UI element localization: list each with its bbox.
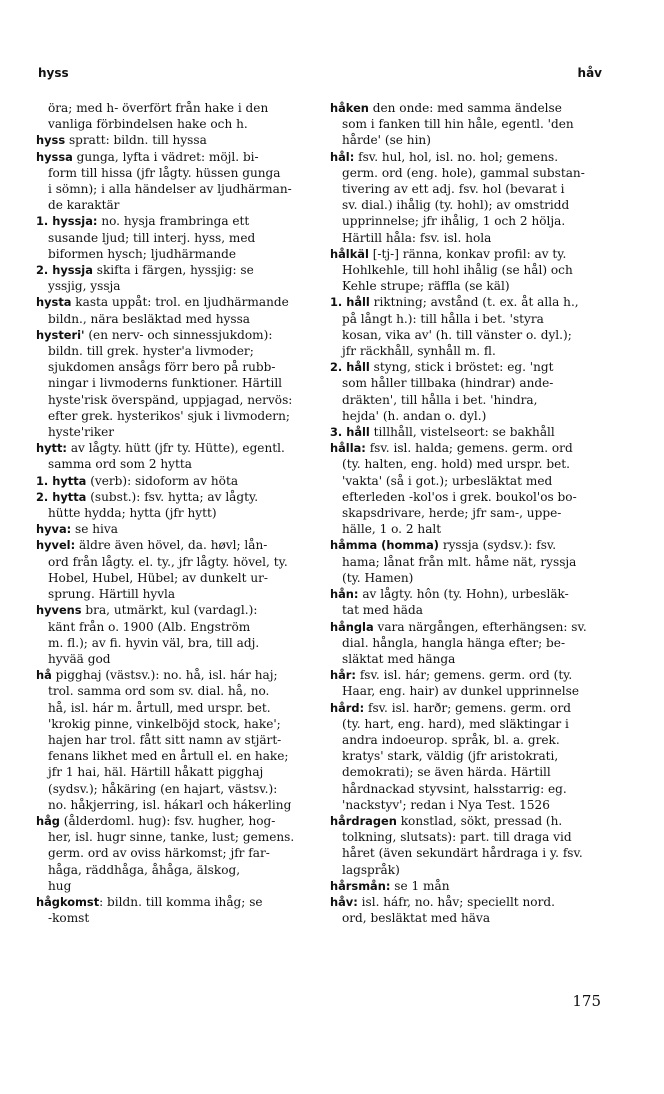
dictionary-entry (36, 132, 321, 148)
entry-definition: riktning; avstånd (t. ex. åt alla h., på långt h.): till hålla i bet. 'styra kosan, vika av' (h. till vänster o. dyl.); jfr räckhåll, synhåll m. fl. (342, 295, 579, 359)
entry-headword: håg (36, 813, 60, 828)
dictionary-entry (330, 294, 615, 359)
entry-headword: hård: (330, 700, 365, 715)
dictionary-entry (330, 813, 615, 878)
entry-definition: vara närgången, efterhängsen: sv. dial. hångla, hangla hänga efter; be- släktat med hänga (342, 619, 587, 666)
dictionary-entry (36, 602, 321, 667)
running-head-left: hyss (38, 66, 69, 80)
entry-definition: öra; med h- överfört från hake i den vanliga förbindelsen hake och h. (48, 101, 269, 132)
dictionary-entry (330, 100, 615, 149)
entry-headword: hyss (36, 133, 66, 148)
dictionary-entry (36, 327, 321, 440)
dictionary-entry (36, 894, 321, 926)
entry-definition: [-tj-] ränna, konkav profil: av ty. Hohlkehle, till hohl ihålig (se hål) och Kehle strupe; räffla (se käl) (342, 246, 573, 294)
dictionary-entry (330, 440, 615, 537)
running-head-right: håv (577, 66, 602, 80)
page-number: 175 (572, 992, 601, 1010)
entry-definition: konstlad, sökt, pressad (h. tolkning, slutsats): part. till draga vid håret (även sekundärt hårdraga i y. fsv. lagspråk) (342, 813, 583, 877)
entry-definition: skifta i färgen, hyssjig: se yssjig, yssja (48, 263, 254, 294)
entry-definition: bra, utmärkt, kul (vardagl.): känt från o. 1900 (Alb. Engström m. fl.); av fi. hyvin väl, bra, till adj. hyvää god (48, 603, 260, 666)
entry-headword: 3. håll (330, 425, 370, 440)
dictionary-entry (36, 473, 321, 489)
entry-definition: fsv. isl. harðr; gemens. germ. ord (ty. hart, eng. hard), med släktingar i andra indoeurop. språk, bl. a. grek. kratys' stark, väldig (jfr aristokrati, demokrati); se även härda. Härtill hårdnackad styvsint, halsstarrig: eg. 'nackstyv'; redan i Nya Test. 1526 (342, 700, 571, 812)
entry-headword: 2. håll (330, 360, 370, 375)
entry-headword: håv: (330, 894, 358, 909)
entry-definition: av lågty. hütt (jfr ty. Hütte), egentl. samma ord som 2 hytta (48, 441, 285, 472)
entry-headword: hår: (330, 668, 356, 683)
entry-headword: hålla: (330, 441, 366, 456)
right-column (330, 100, 615, 926)
dictionary-entry (330, 878, 615, 894)
dictionary-entry (36, 489, 321, 521)
dictionary-entry (36, 213, 321, 262)
entry-definition: kasta uppåt: trol. en ljudhärmande bildn., nära besläktad med hyssa (48, 295, 289, 326)
entry-headword: hårsmån: (330, 878, 391, 893)
entry-headword: 1. håll (330, 295, 370, 310)
dictionary-entry (330, 667, 615, 699)
entry-definition: : bildn. till komma ihåg; se -komst (48, 894, 263, 926)
entry-definition: (verb): sidoform av höta (86, 473, 239, 488)
entry-definition: gunga, lyfta i vädret: möjl. bi- form till hissa (jfr lågty. hüssen gunga i sömn); i alla händelser av ljudhärman- de karaktär (48, 149, 292, 213)
entry-headword: hyva: (36, 522, 72, 537)
entry-definition: (subst.): fsv. hytta; av lågty. hütte hydda; hytta (jfr hytt) (48, 489, 259, 521)
entry-headword: hågkomst (36, 894, 100, 909)
entry-headword: hytt: (36, 441, 67, 456)
entry-definition: ryssja (sydsv.): fsv. hama; lånat från mlt. håme nät, ryssja (ty. Hamen) (342, 538, 577, 585)
dictionary-entry (36, 440, 321, 472)
entry-definition: (ålderdoml. hug): fsv. hugher, hog- her, isl. hugr sinne, tanke, lust; gemens. germ. ord av oviss härkomst; jfr far- håga, räddhåga, åhåga, älskog, hug (48, 813, 295, 893)
entry-definition: isl. háfr, no. håv; speciellt nord. ord, besläktat med häva (342, 894, 555, 926)
entry-definition: den onde: med samma ändelse som i fanken till hin håle, egentl. 'den hårde' (se hin) (342, 101, 574, 148)
left-column (36, 100, 321, 926)
dictionary-entry (330, 894, 615, 926)
entry-definition: se 1 mån (390, 878, 450, 893)
entry-definition: fsv. isl. halda; gemens. germ. ord (ty. halten, eng. hold) med urspr. bet. 'vakta' (så i got.); urbesläktat med efterleden -kol'os i grek. boukol'os bo- skapsdrivare, herde; jfr sam-, uppe- hälle, 1 o. 2 halt (342, 441, 577, 537)
entry-definition: av lågty. hôn (ty. Hohn), urbesläk- tat med häda (342, 587, 569, 618)
dictionary-entry (36, 521, 321, 537)
entry-headword: håmma (homma) (330, 538, 439, 553)
entry-headword: hån: (330, 587, 359, 602)
entry-headword: hysta (36, 295, 72, 310)
entry-definition: äldre även hövel, da. høvl; lån- ord från lågty. el. ty., jfr lågty. hövel, ty. Hobel, Hubel, Hübel; av dunkelt ur- sprung. Härtill hyvla (48, 538, 288, 602)
dictionary-entry (36, 537, 321, 602)
entry-definition: spratt: bildn. till hyssa (65, 133, 207, 148)
entry-headword: hyvel: (36, 538, 76, 553)
entry-headword: hålkäl (330, 246, 369, 261)
dictionary-entry (36, 813, 321, 894)
entry-definition: pigghaj (västsv.): no. hå, isl. hár haj; trol. samma ord som sv. dial. hå, no. hå, isl. hár m. årtull, med urspr. bet. 'krokig pinne, vinkelböjd stock, hake'; hajen har trol. fått sitt namn av stjärt- fenans likhet med en årtull el. en hake; jfr 1 hai, häl. Härtill håkatt pigghaj (sydsv.); håkäring (en hajart, västsv.): no. håkjerring, isl. hákarl och hákerling (48, 668, 292, 812)
entry-definition: fsv. hul, hol, isl. no. hol; gemens. germ. ord (eng. hole), gammal substan- tivering av ett adj. fsv. hol (bevarat i sv. dial.) ihålig (ty. hohl); av omstridd upprinnelse; jfr ihålig, 1 och 2 hölja. Härtill håla: fsv. isl. hola (342, 149, 585, 245)
entry-headword: hå (36, 668, 52, 683)
entry-headword: 2. hytta (36, 489, 87, 504)
dictionary-entry (330, 359, 615, 424)
dictionary-entry (36, 262, 321, 294)
dictionary-entry (330, 619, 615, 668)
entry-headword: hyvens (36, 603, 82, 618)
entry-definition: se hiva (71, 522, 118, 537)
dictionary-entry (36, 149, 321, 214)
dictionary-entry (330, 537, 615, 586)
dictionary-entry (330, 586, 615, 618)
dictionary-entry (36, 294, 321, 326)
dictionary-entry (330, 149, 615, 246)
dictionary-entry (36, 100, 321, 132)
entry-headword: 1. hyssja: (36, 214, 98, 229)
dictionary-entry (330, 246, 615, 295)
dictionary-entry (330, 700, 615, 813)
entry-headword: 2. hyssja (36, 263, 93, 278)
entry-definition: styng, stick i bröstet: eg. 'ngt som håller tillbaka (hindrar) ande- dräkten', till hålla i bet. 'hindra, hejda' (h. andan o. dyl.) (342, 360, 554, 423)
entry-definition: tillhåll, vistelseort: se bakhåll (369, 425, 555, 440)
entry-headword: hångla (330, 619, 374, 634)
entry-headword: 1. hytta (36, 473, 87, 488)
entry-headword: hål: (330, 149, 355, 164)
entry-headword: håken (330, 101, 369, 115)
dictionary-entry (330, 424, 615, 440)
entry-definition: fsv. isl. hár; gemens. germ. ord (ty. Haar, eng. hair) av dunkel upprinnelse (342, 668, 579, 699)
entry-headword: hårdragen (330, 813, 397, 828)
dictionary-entry (36, 667, 321, 813)
entry-definition: (en nerv- och sinnessjukdom): bildn. till grek. hyster'a livmoder; sjukdomen ansågs förr bero på rubb- ningar i livmoderns funktioner. Härtill hyste'risk överspänd, uppjagad, nervös: efter grek. hysterikos' sjuk i livmodern; hyste'riker (48, 327, 293, 440)
entry-definition: no. hysja frambringa ett susande ljud; till interj. hyss, med biformen hysch; ljudhärmande (48, 214, 256, 261)
entry-headword: hyssa (36, 149, 73, 164)
entry-headword: hysteri' (36, 327, 85, 342)
